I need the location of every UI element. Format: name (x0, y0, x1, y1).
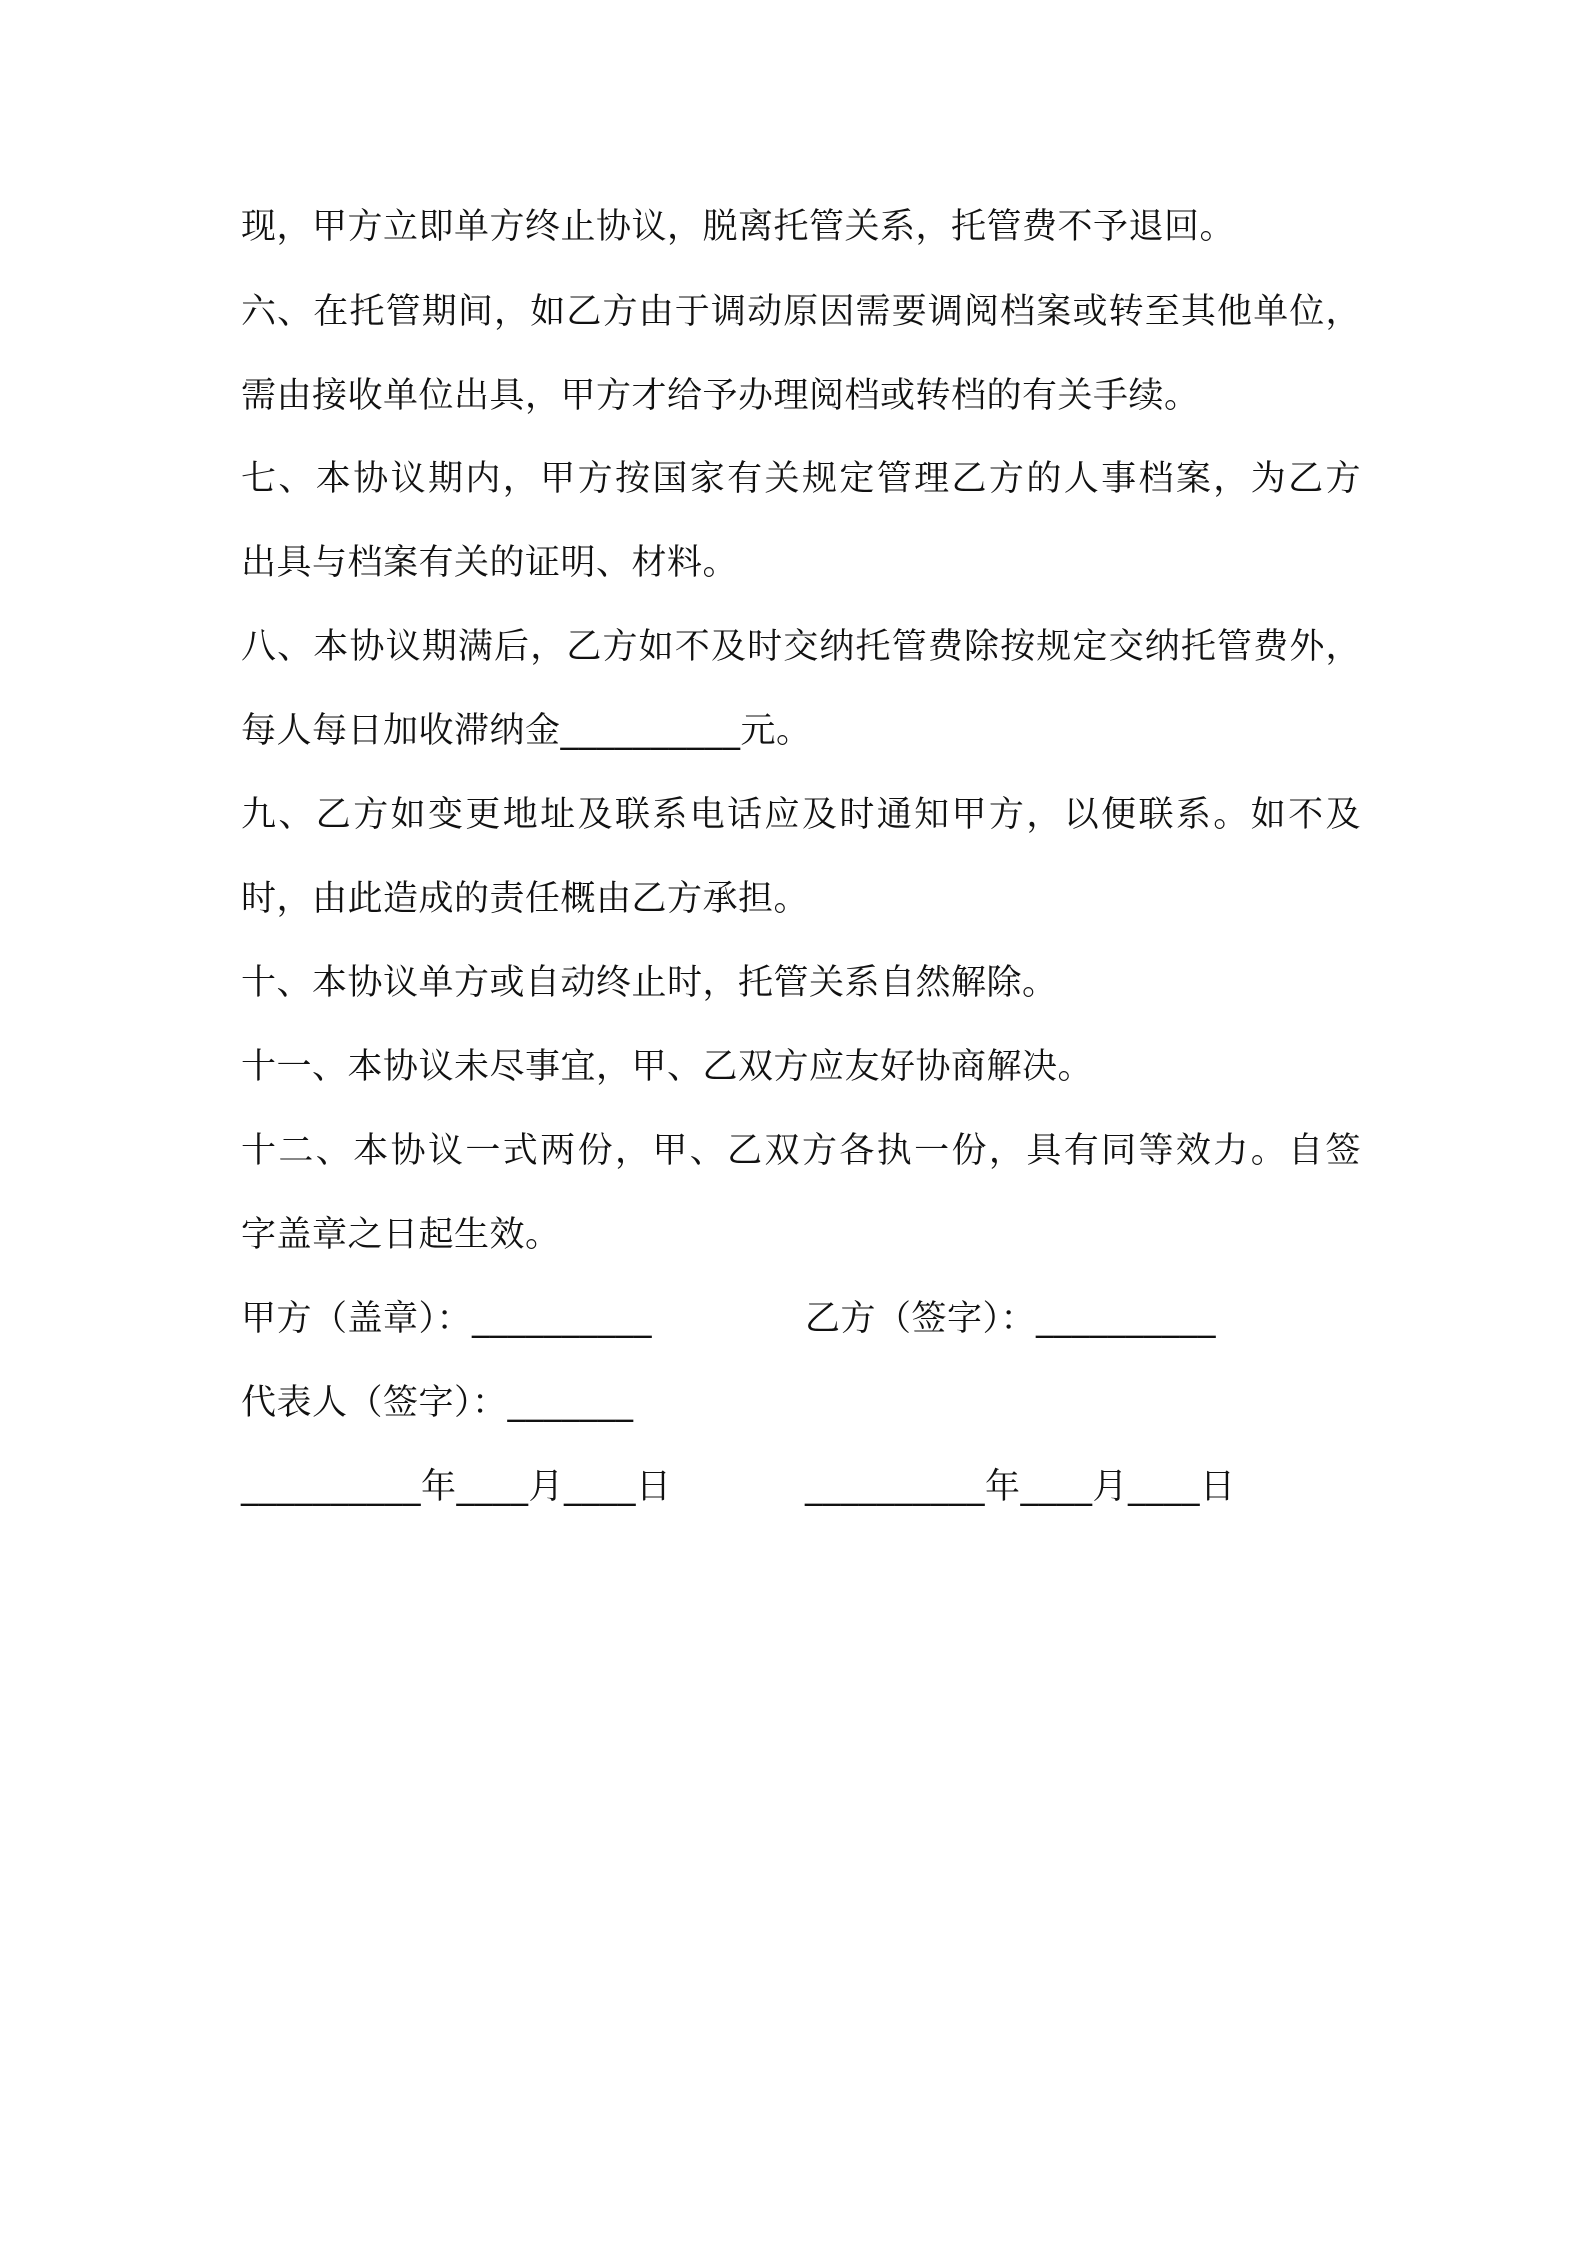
paragraph-5-end: 现，甲方立即单方终止协议，脱离托管关系，托管费不予退回。 (241, 207, 1236, 247)
clause-7-line-1: 七、本协议期内，甲方按国家有关规定管理乙方的人事档案，为乙方 (241, 459, 1361, 499)
representative-signature: 代表人（签字）：_______ (241, 1383, 634, 1423)
clause-6-line-2: 需由接收单位出具，甲方才给予办理阅档或转档的有关手续。 (241, 376, 1200, 416)
clause-9-line-1: 九、乙方如变更地址及联系电话应及时通知甲方，以便联系。如不及 (241, 795, 1361, 835)
party-a-date: __________年____月____日 (241, 1467, 672, 1507)
clause-6-line-1: 六、在托管期间，如乙方由于调动原因需要调阅档案或转至其他单位， (241, 292, 1361, 332)
clause-8-line-2: 每人每日加收滞纳金__________元。 (241, 711, 812, 751)
clause-8-line-1: 八、本协议期满后，乙方如不及时交纳托管费除按规定交纳托管费外， (241, 627, 1361, 667)
clause-9-line-2: 时，由此造成的责任概由乙方承担。 (241, 879, 810, 919)
clause-10: 十、本协议单方或自动终止时，托管关系自然解除。 (241, 963, 1058, 1003)
clause-7-line-2: 出具与档案有关的证明、材料。 (241, 543, 739, 583)
clause-12-line-1: 十二、本协议一式两份，甲、乙双方各执一份，具有同等效力。自签 (241, 1131, 1361, 1171)
party-a-seal: 甲方（盖章）：__________ (241, 1299, 653, 1339)
party-b-signature: 乙方（签字）：__________ (805, 1299, 1217, 1339)
clause-11: 十一、本协议未尽事宜，甲、乙双方应友好协商解决。 (241, 1047, 1094, 1087)
clause-12-line-2: 字盖章之日起生效。 (241, 1215, 561, 1255)
party-b-date: __________年____月____日 (805, 1467, 1236, 1507)
